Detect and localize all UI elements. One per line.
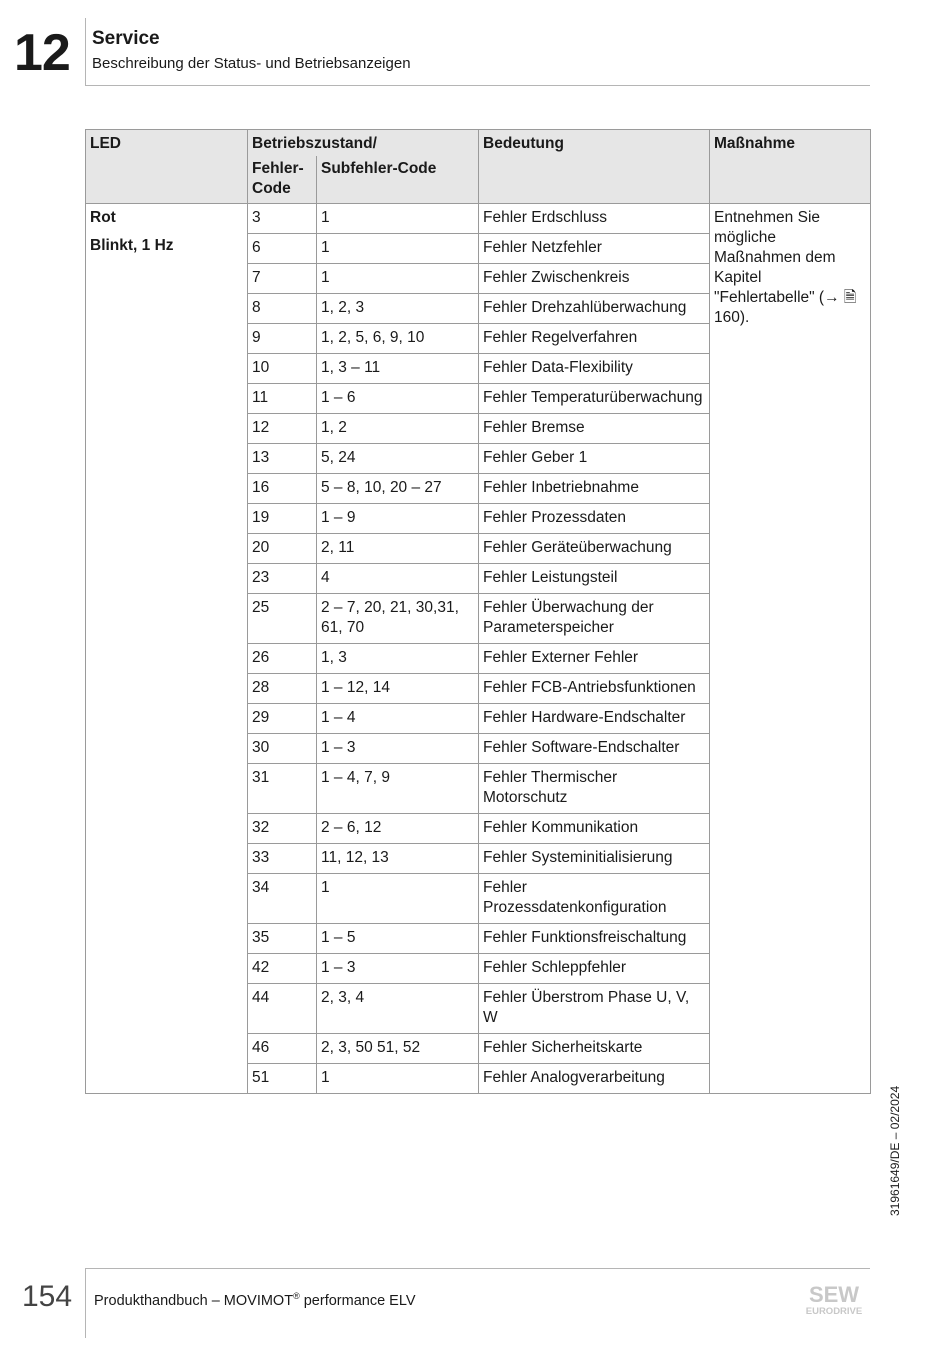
fault-code-cell: 33 xyxy=(248,844,317,874)
footer-divider xyxy=(85,1268,86,1338)
fault-code-cell: 19 xyxy=(248,504,317,534)
registered-mark: ® xyxy=(293,1291,300,1301)
fault-code-cell: 12 xyxy=(248,414,317,444)
led-color: Rot xyxy=(90,209,116,226)
page-title: Service xyxy=(92,28,160,49)
subfault-code-cell: 1 – 9 xyxy=(317,504,479,534)
header-subfault-code: Subfehler-Code xyxy=(317,156,479,204)
subfault-code-cell: 5 – 8, 10, 20 – 27 xyxy=(317,474,479,504)
subfault-code-cell: 1 xyxy=(317,874,479,924)
subfault-code-cell: 1, 3 – 11 xyxy=(317,354,479,384)
document-title-prefix: Produkthandbuch – MOVIMOT xyxy=(94,1292,294,1309)
subfault-code-cell: 1, 2, 5, 6, 9, 10 xyxy=(317,324,479,354)
subfault-code-cell: 11, 12, 13 xyxy=(317,844,479,874)
subfault-code-cell: 1 xyxy=(317,264,479,294)
header-rule xyxy=(85,85,870,86)
page-subtitle: Beschreibung der Status- und Betriebsanzeigen xyxy=(92,55,411,72)
table-header-row xyxy=(86,130,871,157)
document-code: 31961649/DE – 02/2024 xyxy=(888,1085,902,1216)
meaning-cell: Fehler Software-Endschalter xyxy=(479,734,710,764)
subfault-code-cell: 1 – 4, 7, 9 xyxy=(317,764,479,814)
fault-code-cell: 31 xyxy=(248,764,317,814)
status-table xyxy=(85,129,871,1094)
subfault-code-cell: 2 – 6, 12 xyxy=(317,814,479,844)
fault-code-cell: 32 xyxy=(248,814,317,844)
meaning-cell: Fehler Data-Flexibility xyxy=(479,354,710,384)
subfault-code-cell: 1 xyxy=(317,204,479,234)
page-number: 154 xyxy=(22,1280,73,1313)
fault-code-cell: 7 xyxy=(248,264,317,294)
meaning-cell: Fehler Überwachung der Parameterspeicher xyxy=(479,594,710,644)
fault-code-cell: 35 xyxy=(248,924,317,954)
fault-code-cell: 10 xyxy=(248,354,317,384)
fault-code-cell: 3 xyxy=(248,204,317,234)
fault-code-cell: 28 xyxy=(248,674,317,704)
fault-code-cell: 8 xyxy=(248,294,317,324)
fault-code-cell: 51 xyxy=(248,1064,317,1094)
fault-code-cell: 11 xyxy=(248,384,317,414)
meaning-cell: Fehler Hardware-Endschalter xyxy=(479,704,710,734)
meaning-cell: Fehler Erdschluss xyxy=(479,204,710,234)
led-blink: Blinkt, 1 Hz xyxy=(90,237,174,254)
header-state: Betriebszustand/ xyxy=(248,130,479,157)
meaning-cell: Fehler Geräteüberwachung xyxy=(479,534,710,564)
fault-code-cell: 29 xyxy=(248,704,317,734)
footer-rule xyxy=(85,1268,870,1269)
logo-subtext: EURODRIVE xyxy=(805,1306,863,1317)
subfault-code-cell: 1 xyxy=(317,1064,479,1094)
meaning-cell: Fehler Netzfehler xyxy=(479,234,710,264)
header-measure: Maßnahme xyxy=(710,130,871,204)
meaning-cell: Fehler Thermischer Motorschutz xyxy=(479,764,710,814)
subfault-code-cell: 1 – 3 xyxy=(317,954,479,984)
header-led: LED xyxy=(86,130,248,204)
meaning-cell: Fehler Inbetriebnahme xyxy=(479,474,710,504)
meaning-cell: Fehler Drehzahlüberwachung xyxy=(479,294,710,324)
subfault-code-cell: 2 – 7, 20, 21, 30,31, 61, 70 xyxy=(317,594,479,644)
fault-code-cell: 26 xyxy=(248,644,317,674)
meaning-cell: Fehler Leistungsteil xyxy=(479,564,710,594)
subfault-code-cell: 2, 3, 50 51, 52 xyxy=(317,1034,479,1064)
fault-code-cell: 20 xyxy=(248,534,317,564)
meaning-cell: Fehler Sicherheitskarte xyxy=(479,1034,710,1064)
subfault-code-cell: 1 – 5 xyxy=(317,924,479,954)
fault-code-cell: 25 xyxy=(248,594,317,644)
subfault-code-cell: 1 xyxy=(317,234,479,264)
measure-cell: Entnehmen Sie mögliche Maßnahmen dem Kapitel "Fehlertabelle" (→ 🗎 160). xyxy=(710,204,871,1094)
subfault-code-cell: 2, 3, 4 xyxy=(317,984,479,1034)
subfault-code-cell: 1 – 3 xyxy=(317,734,479,764)
meaning-cell: Fehler Funktionsfreischaltung xyxy=(479,924,710,954)
fault-code-cell: 13 xyxy=(248,444,317,474)
meaning-cell: Fehler Externer Fehler xyxy=(479,644,710,674)
meaning-cell: Fehler Geber 1 xyxy=(479,444,710,474)
table-body xyxy=(86,204,871,1094)
fault-code-cell: 6 xyxy=(248,234,317,264)
table-row xyxy=(86,204,871,234)
document-title-suffix: performance ELV xyxy=(299,1292,416,1309)
meaning-cell: Fehler Kommunikation xyxy=(479,814,710,844)
fault-code-cell: 16 xyxy=(248,474,317,504)
subfault-code-cell: 4 xyxy=(317,564,479,594)
subfault-code-cell: 1 – 6 xyxy=(317,384,479,414)
fault-code-cell: 34 xyxy=(248,874,317,924)
chapter-number: 12 xyxy=(14,24,70,82)
meaning-cell: Fehler Systeminitialisierung xyxy=(479,844,710,874)
fault-code-cell: 44 xyxy=(248,984,317,1034)
fault-code-cell: 9 xyxy=(248,324,317,354)
subfault-code-cell: 5, 24 xyxy=(317,444,479,474)
subfault-code-cell: 1 – 12, 14 xyxy=(317,674,479,704)
header-fault-code: Fehler-Code xyxy=(248,156,317,204)
meaning-cell: Fehler Prozessdaten xyxy=(479,504,710,534)
subfault-code-cell: 2, 11 xyxy=(317,534,479,564)
meaning-cell: Fehler Zwischenkreis xyxy=(479,264,710,294)
logo-text: SEW xyxy=(808,1283,860,1307)
fault-code-cell: 46 xyxy=(248,1034,317,1064)
document-title xyxy=(94,1291,416,1309)
subfault-code-cell: 1, 2, 3 xyxy=(317,294,479,324)
meaning-cell: Fehler Schleppfehler xyxy=(479,954,710,984)
fault-code-cell: 42 xyxy=(248,954,317,984)
meaning-cell: Fehler Überstrom Phase U, V, W xyxy=(479,984,710,1034)
subfault-code-cell: 1 – 4 xyxy=(317,704,479,734)
meaning-cell: Fehler Temperaturüberwachung xyxy=(479,384,710,414)
meaning-cell: Fehler Bremse xyxy=(479,414,710,444)
led-cell xyxy=(86,204,248,1094)
meaning-cell: Fehler Regelverfahren xyxy=(479,324,710,354)
sew-eurodrive-logo xyxy=(798,1283,870,1317)
subfault-code-cell: 1, 2 xyxy=(317,414,479,444)
meaning-cell: Fehler FCB-Antriebsfunktionen xyxy=(479,674,710,704)
fault-code-cell: 23 xyxy=(248,564,317,594)
header-divider xyxy=(85,18,86,86)
subfault-code-cell: 1, 3 xyxy=(317,644,479,674)
meaning-cell: Fehler Analogverarbeitung xyxy=(479,1064,710,1094)
meaning-cell: Fehler Prozessdatenkonfiguration xyxy=(479,874,710,924)
header-meaning: Bedeutung xyxy=(479,130,710,204)
fault-code-cell: 30 xyxy=(248,734,317,764)
